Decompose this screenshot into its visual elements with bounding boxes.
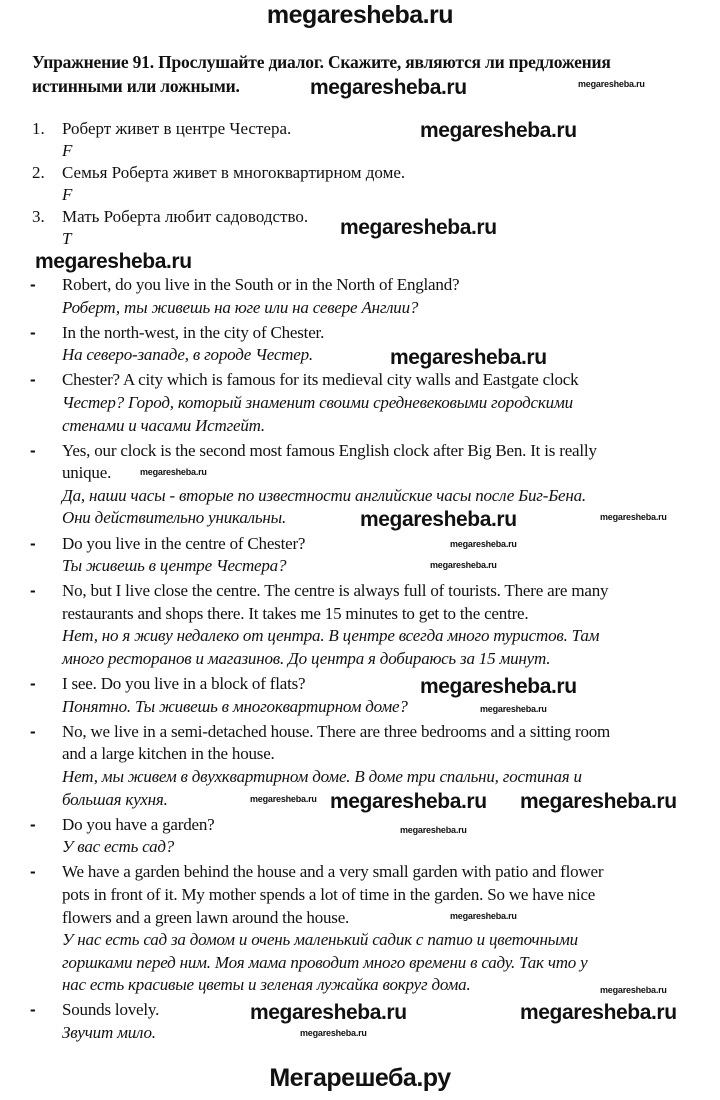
dialog-body [62,673,408,718]
english-line: We have a garden behind the house and a very small garden with patio and flower [62,862,604,882]
english-line: pots in front of it. My mother spends a lot of time in the garden. So we have nice [62,884,596,904]
dash-bullet: - [30,862,36,882]
english-line: In the north-west, in the city of Chester. [62,322,325,342]
russian-translation: Звучит мило. [62,1023,156,1042]
english-line: Do you have a garden? [62,814,215,834]
watermark: megaresheba.ru [520,1001,677,1024]
dialog-body [62,533,305,578]
watermark: megaresheba.ru [420,675,577,698]
english-line: Do you live in the centre of Chester? [62,533,306,553]
footer-title: Мегарешеба.ру [269,1064,451,1092]
dash-bullet: - [30,533,36,553]
watermark: megaresheba.ru [340,216,497,239]
heading-line: истинными или ложными. [32,76,240,96]
dash-bullet: - [30,322,36,342]
watermark: megaresheba.ru [420,119,577,142]
statement-text: Мать Роберта любит садоводство. [62,207,309,226]
dash-bullet: - [30,440,36,460]
english-line: Yes, our clock is the second most famous English clock after Big Ben. It is really [62,440,597,460]
english-line: restaurants and shops there. It takes me 15 minutes to get to the centre. [62,603,529,623]
russian-translation: Нет, мы живем в двухквартирном доме. В доме три спальни, гостиная и [62,766,582,786]
dialog-body [62,274,459,319]
statement [32,118,405,140]
russian-translation: У вас есть сад? [62,837,175,857]
russian-translation: Нет, но я живу недалеко от центра. В центре всегда много туристов. Там [62,626,600,646]
dash-bullet: - [30,721,36,741]
watermark: megaresheba.ru [480,704,547,714]
english-line: Robert, do you live in the South or in the North of England? [62,275,460,294]
watermark: megaresheba.ru [250,1001,407,1024]
statement-number: 1. [32,119,45,138]
english-line: I see. Do you live in a block of flats? [62,674,306,694]
statement-text: Семья Роберта живет в многоквартирном доме. [62,163,406,182]
watermark: megaresheba.ru [430,560,497,570]
watermark: megaresheba.ru [300,1028,367,1038]
russian-translation: Ты живешь в центре Честера? [62,556,287,576]
dialog-line [30,274,720,319]
russian-translation: много ресторанов и магазинов. До центра я добираюсь за 15 минут. [62,649,551,668]
statement [32,162,405,184]
dialog-line [30,814,720,859]
watermark: megaresheba.ru [390,346,547,369]
dash-bullet: - [30,275,36,294]
dialog-body [62,322,324,367]
russian-translation: На северо-западе, в городе Честер. [62,345,313,365]
statement-answer: T [62,229,72,248]
russian-translation: Роберт, ты живешь на юге или на севере Англии? [62,297,419,317]
watermark: megaresheba.ru [35,250,192,273]
english-line: and a large kitchen in the house. [62,744,275,764]
russian-translation: У нас есть сад за домом и очень маленький садик с патио и цветочными [62,930,578,950]
watermark: megaresheba.ru [600,512,667,522]
dialog-line [30,861,720,997]
english-line: Chester? A city which is famous for its medieval city walls and Eastgate clock [62,370,579,390]
watermark: megaresheba.ru [450,911,517,921]
watermark: megaresheba.ru [600,985,667,995]
russian-translation: Они действительно уникальны. [62,508,286,528]
site-title: megaresheba.ru [266,1,454,29]
statement-number: 2. [32,163,45,182]
watermark: megaresheba.ru [330,790,487,813]
watermark: megaresheba.ru [400,825,467,835]
dialog-line [30,673,720,718]
dialog-body [62,580,608,670]
english-line: No, we live in a semi-detached house. There are three bedrooms and a sitting room [62,721,611,741]
dialog-body [62,999,159,1044]
dialog-line [30,533,720,578]
dash-bullet: - [30,1000,36,1020]
statement-number: 3. [32,207,45,226]
english-line: No, but I live close the centre. The centre is always full of tourists. There are many [62,581,609,601]
english-line: Sounds lovely. [62,1000,160,1020]
dialog [30,274,720,1047]
dash-bullet: - [30,581,36,601]
dialog-line [30,369,720,437]
statement-answer: F [62,141,73,160]
russian-translation: большая кухня. [62,789,168,809]
dialog-line [30,322,720,367]
russian-translation: нас есть красивые цветы и зеленая лужайка вокруг дома. [62,975,471,995]
dialog-body [62,814,215,859]
dash-bullet: - [30,674,36,694]
statement-text: Роберт живет в центре Честера. [62,119,292,138]
dash-bullet: - [30,370,36,390]
dash-bullet: - [30,814,36,834]
watermark: megaresheba.ru [310,76,467,99]
russian-translation: Понятно. Ты живешь в многоквартирном доме? [62,696,408,716]
watermark: megaresheba.ru [520,790,677,813]
watermark: megaresheba.ru [140,467,207,477]
russian-translation: Честер? Город, который знаменит своими средневековыми городскими [62,392,573,412]
dialog-body [62,369,578,437]
english-line: unique. [62,463,112,483]
russian-translation: Да, наши часы - вторые по известности английские часы после Биг-Бена. [62,485,586,505]
dialog-line [30,580,720,670]
watermark: megaresheba.ru [450,539,517,549]
statement-answer: F [62,185,73,204]
english-line: flowers and a green lawn around the house. [62,907,350,927]
russian-translation: горшками перед ним. Моя мама проводит много времени в саду. Так что у [62,952,588,972]
watermark: megaresheba.ru [360,508,517,531]
watermark: megaresheba.ru [250,794,317,804]
dialog-body [62,861,603,997]
heading-line: Упражнение 91. Прослушайте диалог. Скажите, являются ли предложения [32,52,611,72]
watermark: megaresheba.ru [578,79,645,89]
russian-translation: стенами и часами Истгейт. [62,415,265,435]
